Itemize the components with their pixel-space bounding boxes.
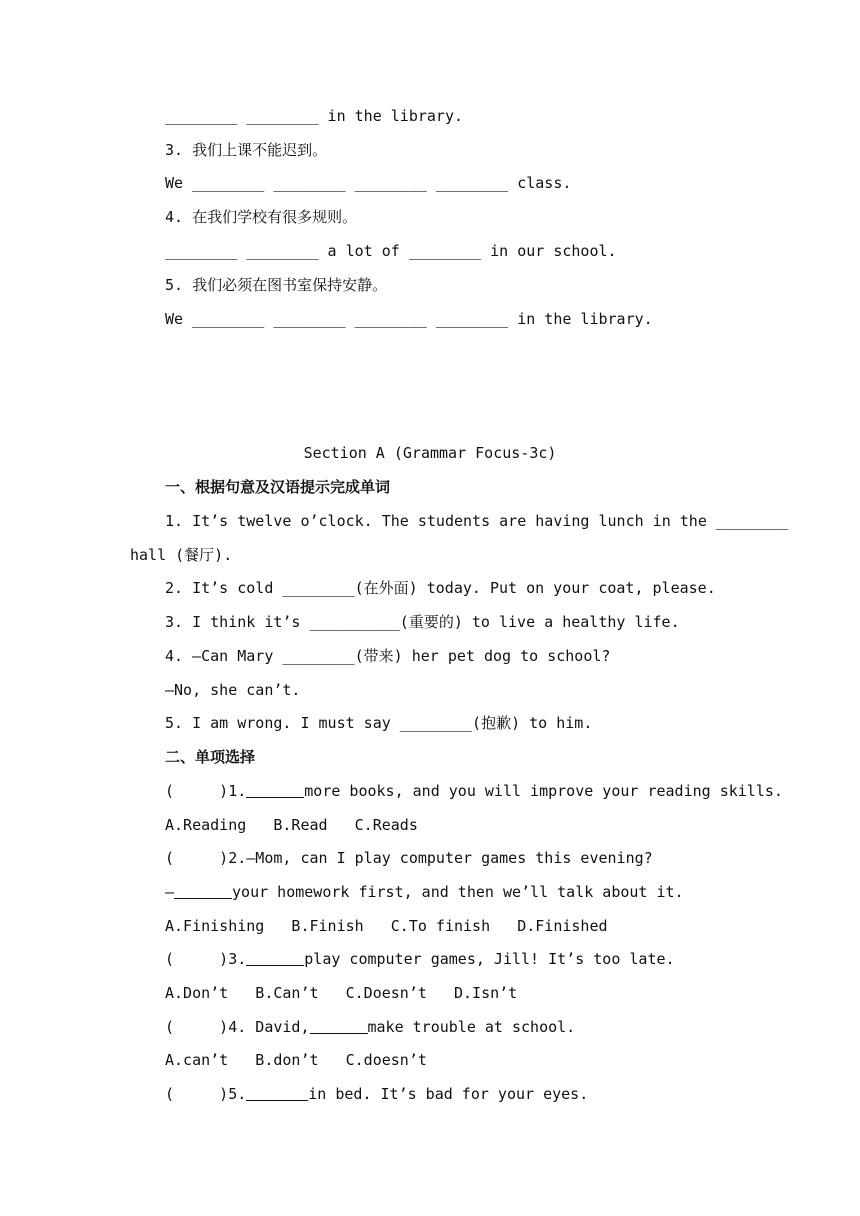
translation-q4-answer: ________ ________ a lot of ________ in our school. [165, 242, 617, 260]
part1-q3: 3. I think it’s __________(重要的) to live a healthy life. [165, 613, 680, 631]
part1-q5: 5. I am wrong. I must say ________(抱歉) to him. [165, 714, 593, 732]
part2-q1-options: A.Reading B.Read C.Reads [165, 816, 418, 834]
part1-q2: 2. It’s cold ________(在外面) today. Put on your coat, please. [165, 579, 716, 597]
translation-q5: 5. 我们必须在图书室保持安静。 [165, 276, 388, 294]
part2-q5 [165, 1084, 588, 1104]
part2-q2: ( )2.—Mom, can I play computer games this evening? [165, 849, 653, 867]
part2-heading: 二、单项选择 [165, 748, 256, 766]
translation-q4: 4. 在我们学校有很多规则。 [165, 208, 358, 226]
part2-q4 [165, 1017, 575, 1037]
part2-q3-text: play computer games, Jill! It’s too late. [304, 950, 675, 968]
part2-q2-text: your homework first, and then we’ll talk about it. [232, 883, 684, 901]
answer-blank [246, 951, 304, 966]
translation-q5-answer: We ________ ________ ________ ________ in the library. [165, 310, 653, 328]
answer-blank [246, 1086, 308, 1101]
part1-heading: 一、根据句意及汉语提示完成单词 [165, 478, 391, 496]
answer-blank [246, 783, 304, 798]
part2-q3-number: ( )3. [165, 950, 247, 968]
part2-q1 [165, 781, 783, 801]
library-answer-line: ________ ________ in the library. [165, 107, 464, 125]
answer-blank [174, 884, 232, 899]
part1-q4: 4. —Can Mary ________(带来) her pet dog to school? [165, 647, 611, 665]
part2-q5-number: ( )5. [165, 1085, 247, 1103]
part2-q4-number: ( )4. David, [165, 1018, 310, 1036]
part2-q3-options: A.Don’t B.Can’t C.Doesn’t D.Isn’t [165, 984, 518, 1002]
part2-q5-text: in bed. It’s bad for your eyes. [308, 1085, 589, 1103]
translation-q3: 3. 我们上课不能迟到。 [165, 141, 328, 159]
part2-q2-reply [165, 882, 684, 902]
part2-q4-options: A.can’t B.don’t C.doesn’t [165, 1051, 427, 1069]
section-title: Section A (Grammar Focus-3c) [303, 444, 557, 462]
translation-q3-answer: We ________ ________ ________ ________ class. [165, 174, 572, 192]
dash: — [165, 883, 175, 901]
part2-q1-text: more books, and you will improve your reading skills. [304, 782, 783, 800]
part2-q4-text: make trouble at school. [367, 1018, 576, 1036]
part1-q1-continued: hall (餐厅). [130, 546, 233, 564]
part1-q4-reply: —No, she can’t. [165, 681, 301, 699]
part2-q3 [165, 949, 675, 969]
answer-blank [310, 1019, 368, 1034]
part1-q1: 1. It’s twelve o’clock. The students are having lunch in the ________ [165, 512, 789, 530]
part2-q2-options: A.Finishing B.Finish C.To finish D.Finished [165, 917, 608, 935]
part2-q1-number: ( )1. [165, 782, 247, 800]
